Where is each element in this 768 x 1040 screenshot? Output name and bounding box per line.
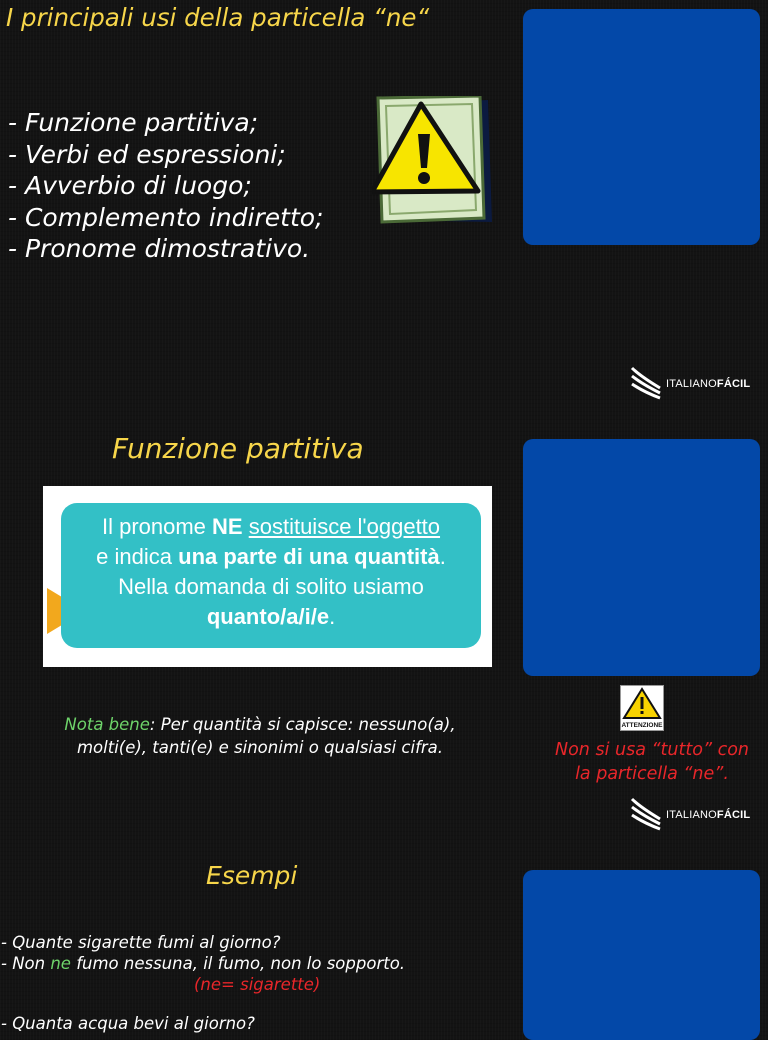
- slide2-blue-panel: [523, 439, 760, 676]
- card-line-4: quanto/a/i/e.: [206, 604, 336, 629]
- logo-mark-icon: [630, 797, 662, 833]
- example-question-2: - Quanta acqua bevi al giorno?: [1, 1014, 255, 1033]
- slide1-usage-list: [8, 107, 323, 265]
- nota-bene: Nota bene: Per quantità si capisce: nessuno(a), molti(e), tanti(e) e sinonimi o qualsiasi cifra.: [64, 715, 456, 757]
- italianofacil-logo: [630, 797, 750, 833]
- slide1-blue-panel: [523, 9, 760, 245]
- card-line-2: e indica una parte di una quantità.: [96, 544, 446, 569]
- nota-bene-label: Nota bene: [64, 715, 150, 734]
- example-answer-1-note: (ne= sigarette): [194, 975, 321, 994]
- example-question-1: - Quante sigarette fumi al giorno?: [1, 933, 281, 952]
- attention-sign-icon: [620, 685, 664, 731]
- ne-highlight: ne: [50, 954, 71, 973]
- slide2-title: Funzione partitiva: [112, 432, 364, 465]
- italianofacil-logo: [630, 366, 750, 402]
- list-item: - Pronome dimostrativo.: [8, 234, 311, 263]
- list-item: - Complemento indiretto;: [8, 202, 324, 232]
- slide1-title: I principali usi della particella “ne“: [6, 3, 430, 32]
- logo-text: ITALIANOFÁCIL: [666, 809, 751, 821]
- slide3-blue-panel: [523, 870, 760, 1040]
- warning-sign-icon: [372, 96, 496, 226]
- logo-mark-icon: [630, 366, 662, 402]
- list-item: - Funzione partitiva;: [8, 108, 259, 137]
- definition-image: [43, 486, 492, 667]
- slide3-title: Esempi: [206, 861, 298, 890]
- logo-text: ITALIANOFÁCIL: [666, 378, 751, 390]
- list-item: - Avverbio di luogo;: [8, 171, 252, 200]
- card-line-3: Nella domanda di solito usiamo: [118, 574, 424, 599]
- tutto-warning: Non si usa “tutto” con la particella “ne”.: [555, 740, 749, 784]
- example-answer-1: - Non ne fumo nessuna, il fumo, non lo sopporto.: [1, 954, 406, 973]
- list-item: - Verbi ed espressioni;: [8, 139, 286, 169]
- card-line-1: Il pronome NE sostituisce l'oggetto: [101, 514, 441, 539]
- attention-label: ATTENZIONE: [621, 722, 663, 729]
- definition-card: [61, 503, 481, 648]
